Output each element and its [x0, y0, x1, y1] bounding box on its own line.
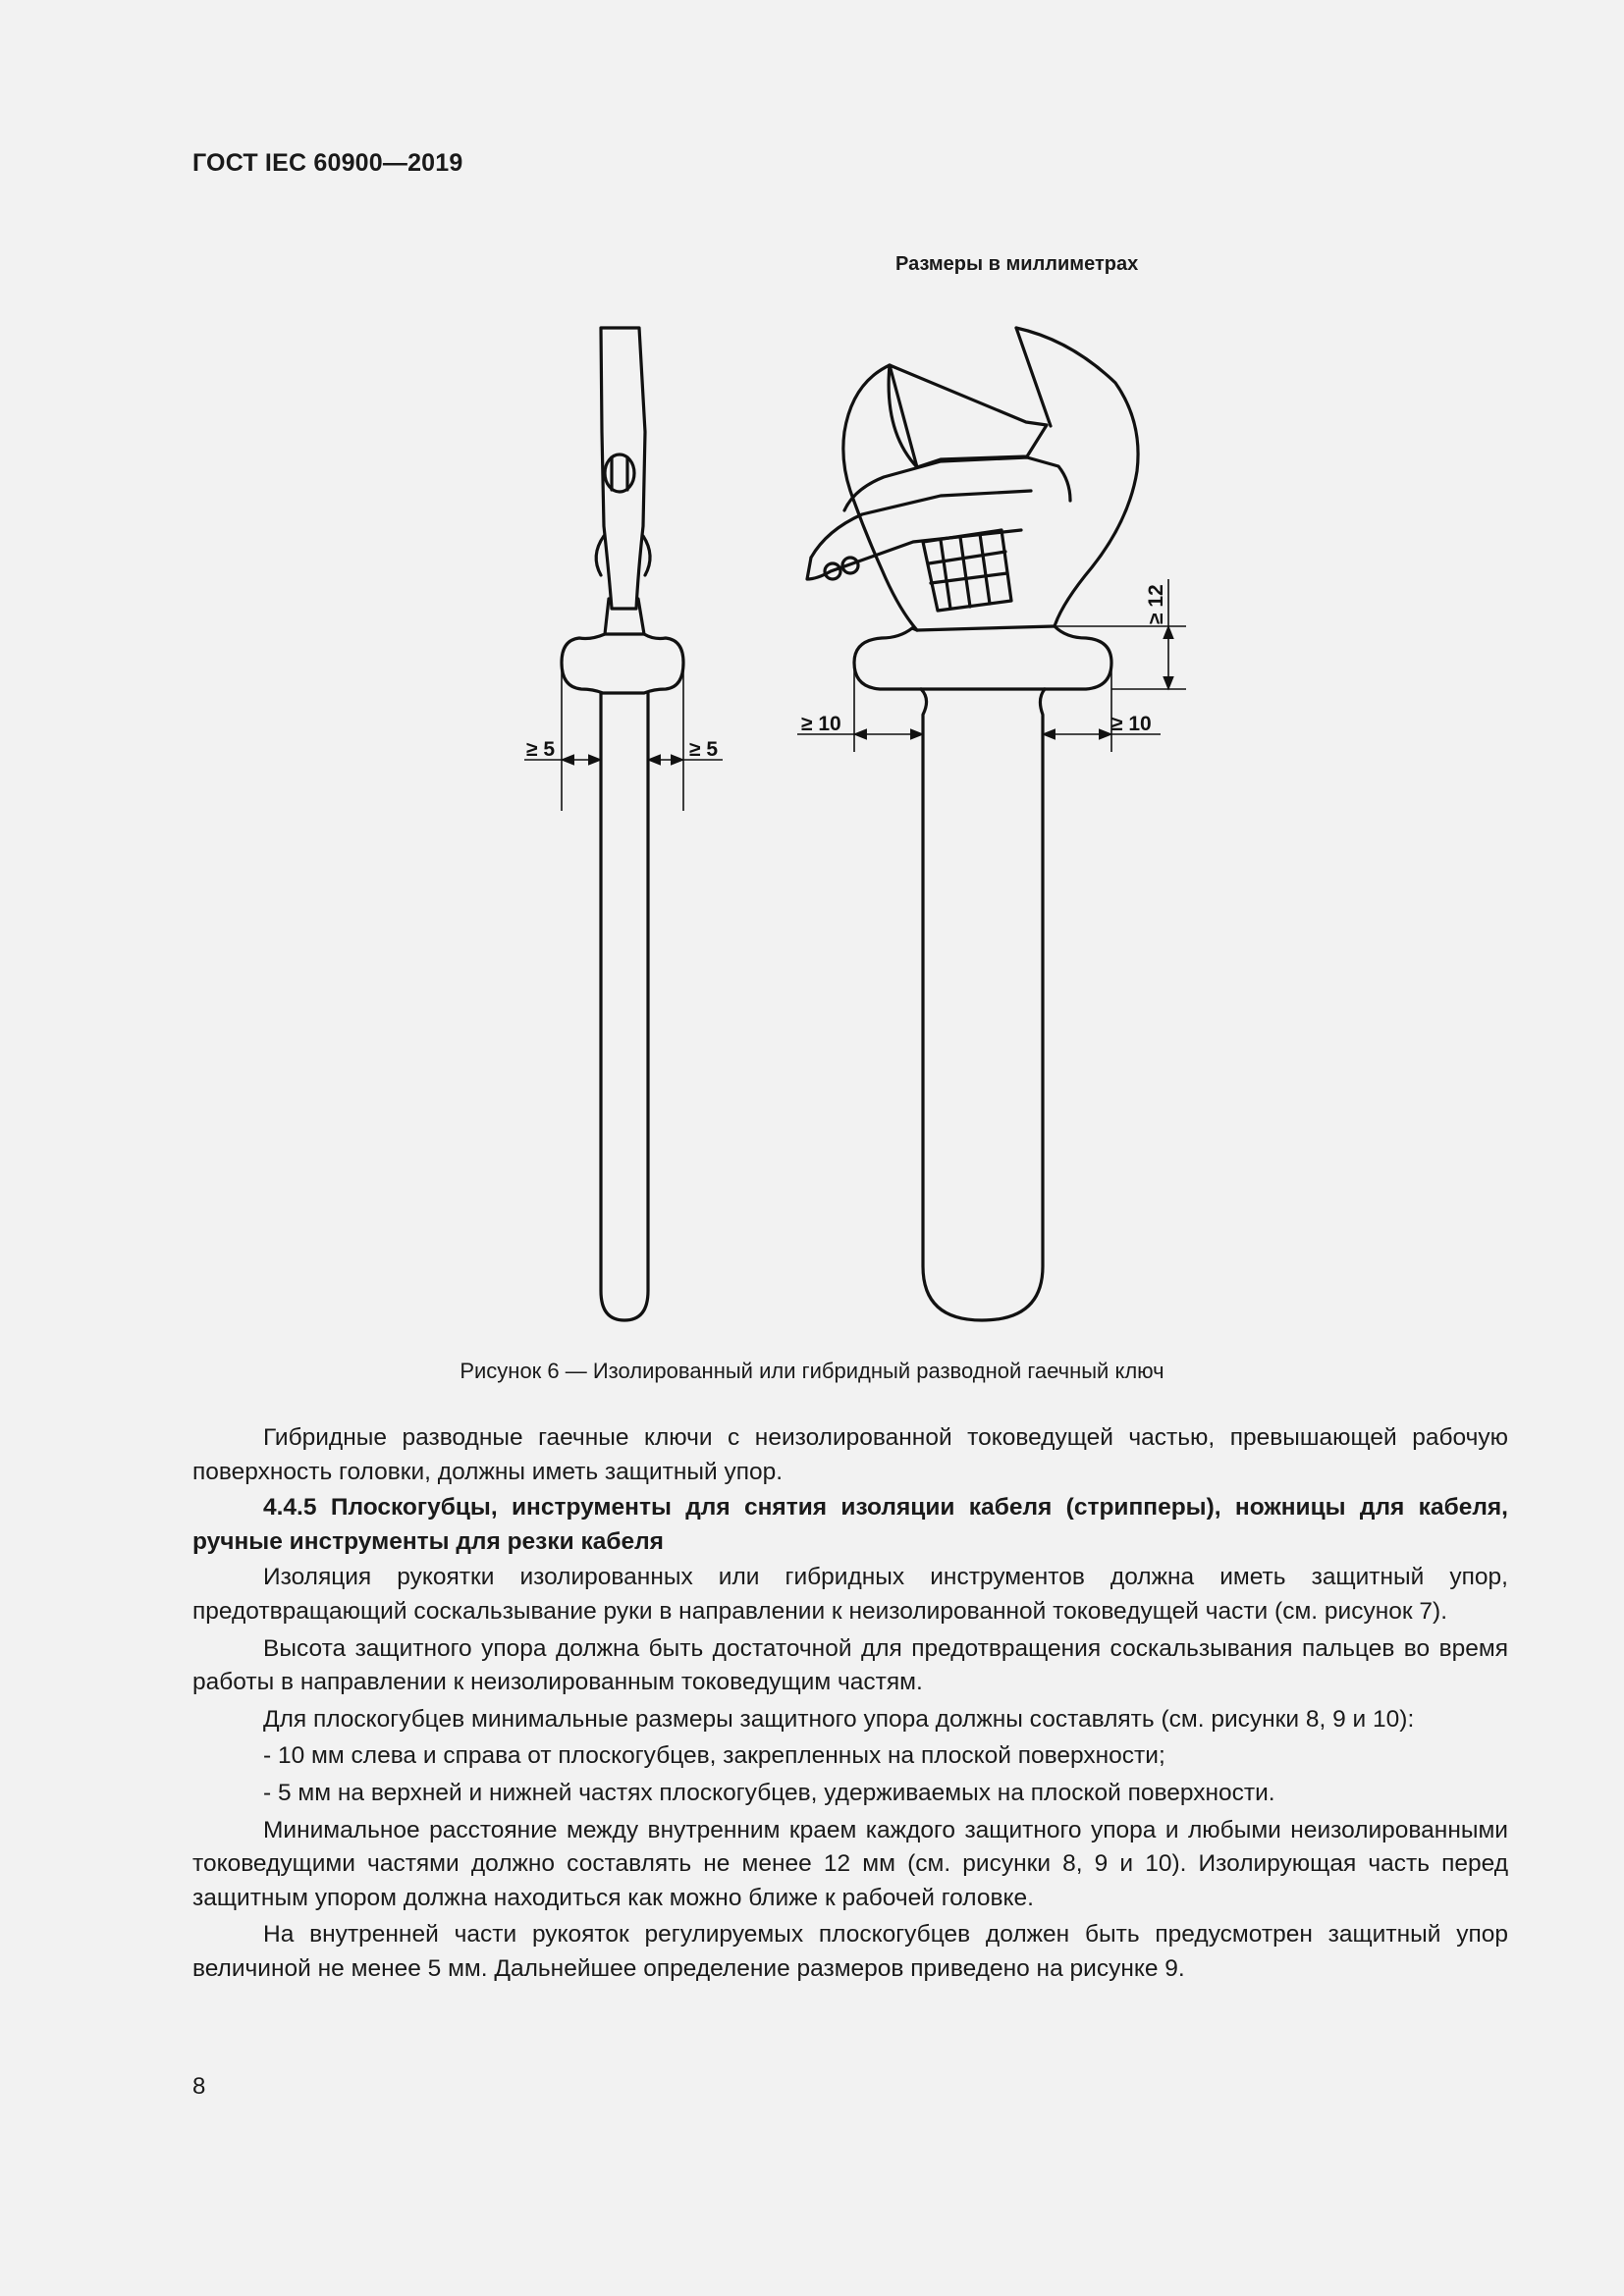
- paragraph: На внутренней части рукояток регулируемых плоскогубцев должен быть предусмотрен защитный упор величиной не менее 5 мм. Дальнейшее определение размеров приведено на рисунке 9.: [192, 1921, 1508, 1982]
- list-item: - 5 мм на верхней и нижней частях плоскогубцев, удерживаемых на плоской поверхности.: [263, 1779, 1275, 1806]
- figure-caption: Рисунок 6 — Изолированный или гибридный разводной гаечный ключ: [460, 1359, 1164, 1383]
- section-heading: 4.4.5 Плоскогубцы, инструменты для снятия изоляции кабеля (стрипперы), ножницы для кабеля, ручные инструменты для резки кабеля: [192, 1494, 1508, 1555]
- list-item: - 10 мм слева и справа от плоскогубцев, закрепленных на плоской поверхности;: [263, 1742, 1165, 1770]
- paragraph: Изоляция рукоятки изолированных или гибридных инструментов должна иметь защитный упор, предотвращающий соскальзывание руки в направлении к неизолированной токоведущей части (см. рисунок 7).: [192, 1564, 1508, 1625]
- dim-left-b: ≥ 5: [689, 738, 719, 761]
- paragraph: Минимальное расстояние между внутренним краем каждого защитного упора и любыми неизолированными токоведущими частями должно составлять не менее 12 мм (см. рисунки 8, 9 и 10). Изолирующая часть перед защитным упором должна находиться как можно ближе к рабочей головке.: [192, 1816, 1508, 1911]
- dim-right-a: ≥ 10: [801, 713, 841, 735]
- dim-right-c: ≥ 12: [1145, 584, 1167, 624]
- body-text: [192, 1421, 1508, 1987]
- paragraph: Гибридные разводные гаечные ключи с неизолированной токоведущей частью, превышающей рабочую поверхность головки, должны иметь защитный упор.: [192, 1424, 1508, 1485]
- paragraph: Для плоскогубцев минимальные размеры защитного упора должны составлять (см. рисунки 8, 9 и 10):: [263, 1705, 1415, 1733]
- wrench-side-view: [562, 328, 683, 1320]
- document-header: ГОСТ IEC 60900—2019: [192, 149, 463, 177]
- page-number: 8: [192, 2073, 206, 2100]
- dim-left-a: ≥ 5: [526, 738, 556, 761]
- units-note: Размеры в миллиметрах: [895, 253, 1139, 275]
- dim-right-b: ≥ 10: [1111, 713, 1152, 735]
- wrench-front-view: [807, 328, 1138, 1320]
- paragraph: Высота защитного упора должна быть достаточной для предотвращения соскальзывания пальцев во время работы в направлении к неизолированным токоведущим частям.: [192, 1634, 1508, 1696]
